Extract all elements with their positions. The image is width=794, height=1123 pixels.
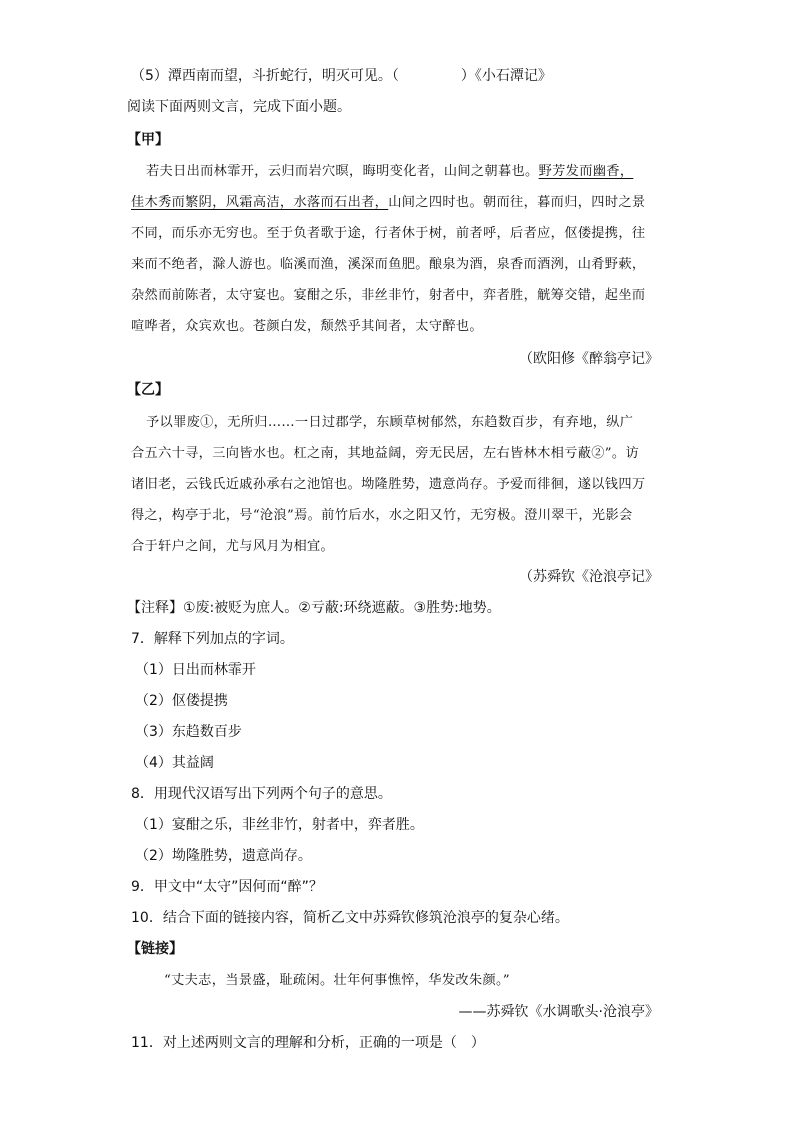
question-8-item-1: （1）宴酣之乐，非丝非竹，射者中，弈者胜。 (135, 817, 424, 833)
underlined-sentence: 野芳发而幽香， (538, 164, 634, 179)
question-8-item-2: （2）坳隆胜势，遗意尚存。 (135, 848, 312, 864)
question-9: 9．甲文中“太守”因何而“醉”？ (131, 879, 323, 895)
question-7-item-1: （1）日出而林霏开 (135, 662, 256, 678)
passage-jia-line-2: 佳木秀而繁阴，风霜高洁，水落而石出者，山间之四时也。朝而往，暮而归，四时之景 (131, 195, 646, 210)
passage-jia-source: （欧阳修《醉翁亭记》 (519, 351, 659, 367)
passage-jia-line-6: 喧哗者，众宾欢也。苍颜白发，颓然乎其间者，太守醉也。 (131, 319, 483, 334)
passage-jia-label: 【甲】 (127, 132, 169, 148)
question-7-item-4: （4）其益阔 (135, 755, 214, 771)
passage-jia-line-1: 若夫日出而林霏开，云归而岩穴暝，晦明变化者，山间之朝暮也。野芳发而幽香， (146, 164, 634, 179)
link-quote: “丈夫志，当景盛，耻疏闲。壮年何事憔悴，华发改朱颜。” (164, 973, 511, 988)
question-8-stem: 8．用现代汉语写出下列两个句子的意思。 (131, 786, 392, 802)
passage-yi-line-3: 诸旧老，云钱氏近戚孙承右之池馆也。坳隆胜势，遗意尚存。予爱而徘徊，遂以钱四万 (131, 477, 646, 492)
passage-yi-line-5: 合于轩户之间，尤与风月为相宜。 (131, 539, 335, 554)
link-source: ——苏舜钦《水调歌头·沧浪亭》 (458, 1004, 659, 1020)
question-5-source: ）《小石潭记》 (460, 68, 552, 84)
passage-yi-line-2: 合五六十寻，三向皆水也。杠之南，其地益阔，旁无民居，左右皆林木相亏蔽②”。访 (131, 446, 639, 461)
passage-yi-line-1: 予以罪废①，无所归……一日过郡学，东顾草树郁然，东趋数百步，有弃地，纵广 (146, 415, 634, 430)
passage-yi-line-4: 得之，构亭于北，号“沧浪”焉。前竹后水，水之阳又竹，无穷极。澄川翠干，光影会 (131, 508, 633, 523)
passage-jia-line-5: 杂然而前陈者，太守宴也。宴酣之乐，非丝非竹，射者中，弈者胜，觥筹交错，起坐而 (131, 288, 646, 303)
question-5-line (131, 66, 552, 86)
passage-jia-line-4: 来而不绝者，滁人游也。临溪而渔，溪深而鱼肥。酿泉为酒，泉香而酒洌，山肴野蔌， (131, 257, 646, 272)
reading-instructions: 阅读下面两则文言，完成下面小题。 (127, 99, 351, 115)
passage-yi-source: （苏舜钦《沧浪亭记》 (519, 569, 659, 585)
question-7-stem: 7．解释下列加点的字词。 (131, 631, 294, 647)
question-10: 10．结合下面的链接内容，简析乙文中苏舜钦修筑沧浪亭的复杂心绪。 (131, 910, 569, 926)
link-label: 【链接】 (127, 941, 183, 957)
question-11: 11．对上述两则文言的理解和分析，正确的一项是（ ） (131, 1035, 485, 1051)
annotation-notes: 【注释】①废:被贬为庶人。②亏蔽:环绕遮蔽。③胜势:地势。 (127, 600, 501, 616)
question-7-item-3: （3）东趋数百步 (135, 724, 242, 740)
question-5-text: （5）潭西南而望，斗折蛇行，明灭可见。（ (131, 68, 399, 84)
passage-yi-label: 【乙】 (127, 382, 169, 398)
question-7-item-2: （2）伛偻提携 (135, 693, 228, 709)
passage-jia-line-3: 不同，而乐亦无穷也。至于负者歌于途，行者休于树，前者呼，后者应，伛偻提携，往 (131, 226, 646, 241)
underlined-sentence: 佳木秀而繁阴，风霜高洁，水落而石出者， (131, 195, 389, 210)
